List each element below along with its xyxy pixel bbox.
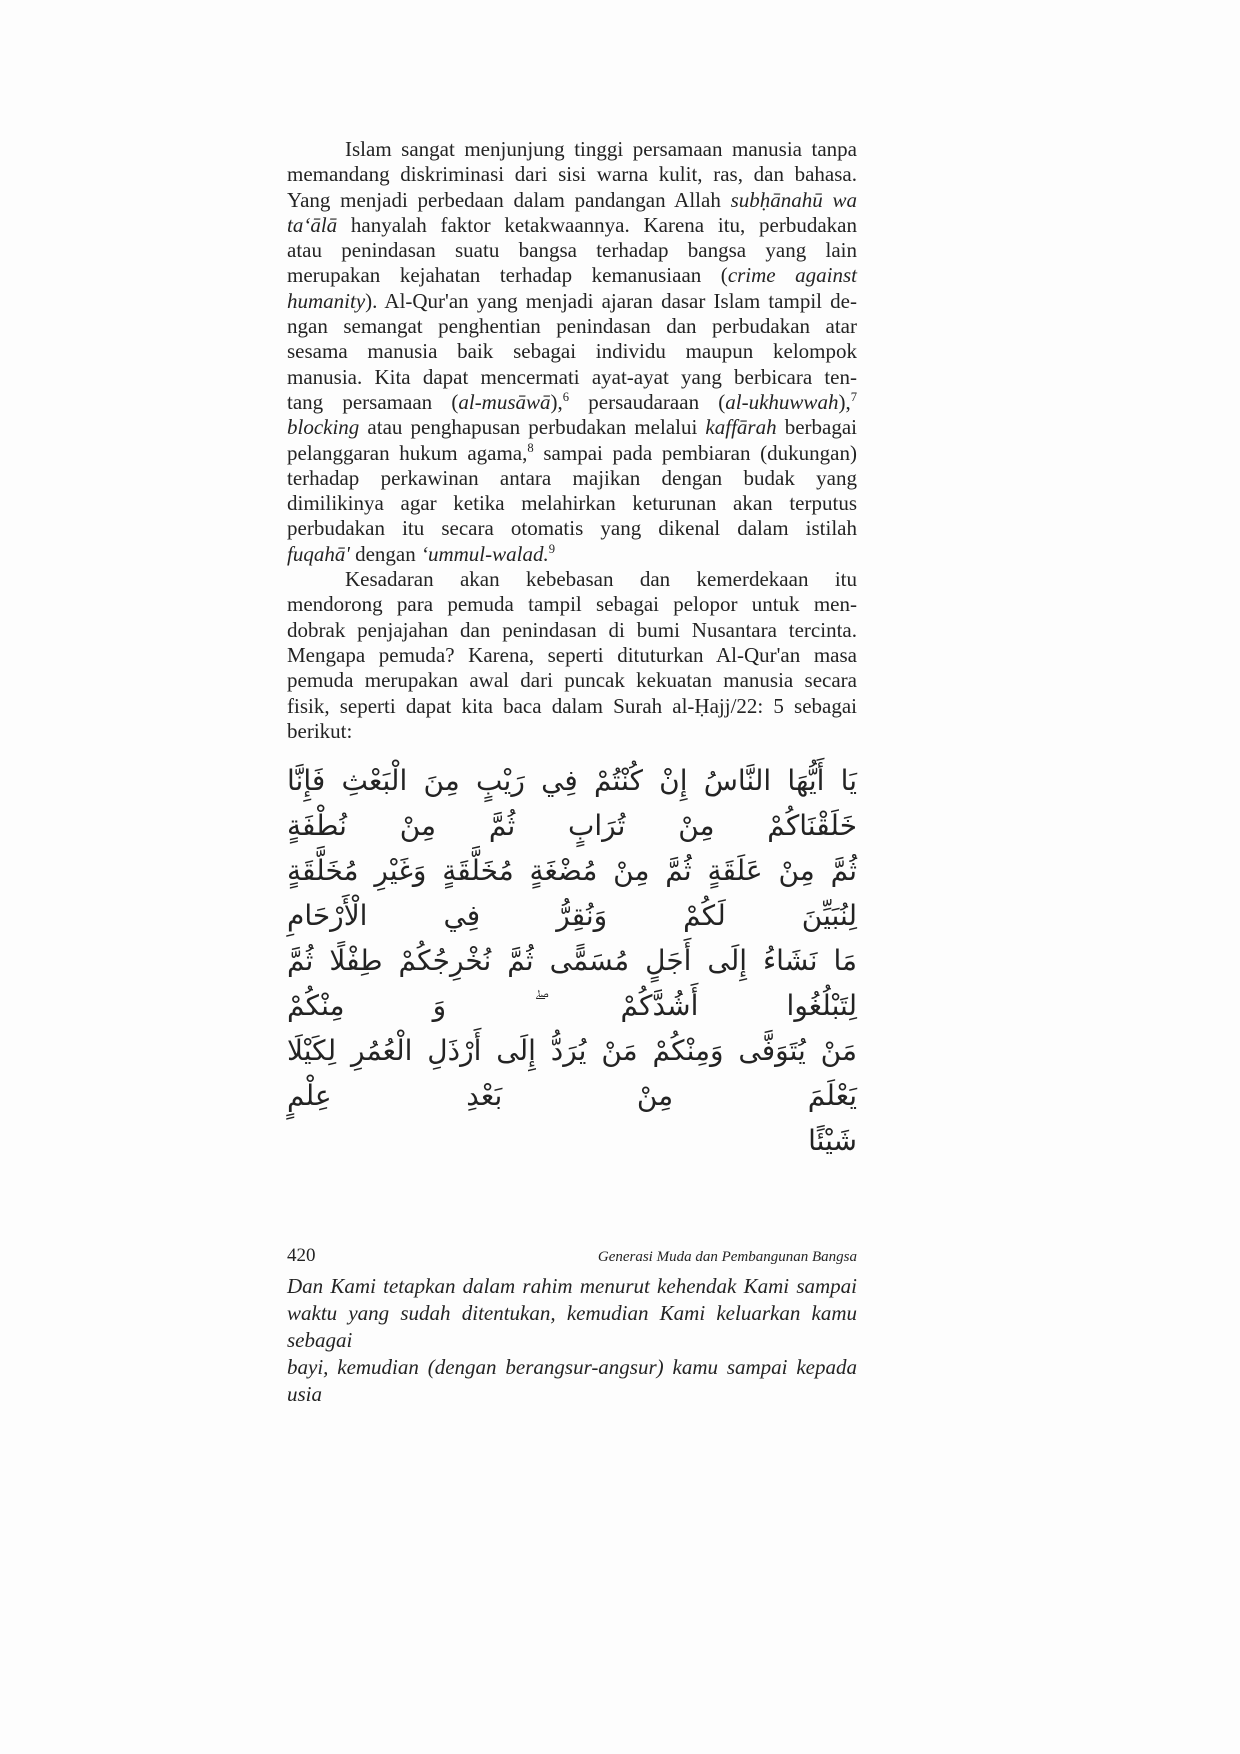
page-footer bbox=[287, 1245, 857, 1267]
text-line: pemuda merupakan awal dari puncak kekuatan manusia secara bbox=[287, 668, 857, 693]
text-line: Dan Kami tetapkan dalam rahim menurut kehendak Kami sampai bbox=[287, 1274, 857, 1299]
verse-translation bbox=[287, 1273, 857, 1408]
text-line: humanity). Al-Qur'an yang menjadi ajaran dasar Islam tampil de- bbox=[287, 288, 857, 313]
text-line: ثُمَّ مِنْ عَلَقَةٍ ثُمَّ مِنْ مُضْغَةٍ مُخَلَّقَةٍ وَغَيْرِ مُخَلَّقَةٍ لِنُبَيِّنَ لَكُمْ وَنُقِرُّ فِي الْأَرْحَامِ bbox=[287, 854, 857, 933]
running-title: Generasi Muda dan Pembangunan Bangsa bbox=[597, 1249, 857, 1265]
text-line: perbudakan itu secara otomatis yang dikenal dalam istilah bbox=[287, 516, 857, 541]
text-line: dobrak penjajahan dan penindasan di bumi Nusantara tercinta. bbox=[287, 617, 857, 642]
text-line: berikut: bbox=[287, 718, 353, 743]
text-line: merupakan kejahatan terhadap kemanusiaan (crime against bbox=[287, 263, 858, 288]
text-line: waktu yang sudah ditentukan, kemudian Kami keluarkan kamu sebagai bbox=[287, 1301, 857, 1353]
text-line: tang persamaan (al-musāwā),$^6$ persaudaraan (al-ukhuwwah),$^7$ bbox=[287, 389, 857, 414]
text-line: memandang diskriminasi dari sisi warna kulit, ras, dan bahasa. bbox=[287, 162, 857, 187]
text-line: يَا أَيُّهَا النَّاسُ إِنْ كُنْتُمْ فِي رَيْبٍ مِنَ الْبَعْثِ فَإِنَّا خَلَقْنَاكُمْ مِنْ تُرَابٍ ثُمَّ مِنْ نُطْفَةٍ bbox=[287, 764, 857, 843]
text-line: مَا نَشَاءُ إِلَى أَجَلٍ مُسَمًّى ثُمَّ نُخْرِجُكُمْ طِفْلًا ثُمَّ لِتَبْلُغُوا أَشُدَّكُمْ ۖ وَ مِنْكُمْ bbox=[287, 944, 857, 1023]
text-line: مَنْ يُتَوَفَّى وَمِنْكُمْ مَنْ يُرَدُّ إِلَى أَرْذَلِ الْعُمُرِ لِكَيْلَا يَعْلَمَ مِنْ بَعْدِ عِلْمٍ bbox=[287, 1034, 857, 1113]
text-line: Islam sangat menjunjung tinggi persamaan manusia tanpa bbox=[345, 137, 857, 161]
text-line: fisik, seperti dapat kita baca dalam Surah al-Ḥajj/22: 5 sebagai bbox=[287, 693, 857, 718]
text-line: ngan semangat penghentian penindasan dan perbudakan atar bbox=[287, 314, 857, 339]
text-line: Kesadaran akan kebebasan dan kemerdekaan itu bbox=[345, 567, 857, 592]
text-line: mendorong para pemuda tampil sebagai pelopor untuk men- bbox=[287, 592, 857, 617]
text-line: pelanggaran hukum agama,$^8$ sampai pada pembiaran (dukungan) bbox=[287, 440, 857, 465]
text-line: Yang menjadi perbedaan dalam pandangan Allah subḥānahū wa bbox=[287, 187, 857, 212]
quran-verse-arabic bbox=[287, 758, 857, 1163]
text-line: fuqahā' dengan ‘ummul-walad.$^9$ bbox=[287, 541, 556, 566]
text-line: dimilikinya agar ketika melahirkan keturunan akan terputus bbox=[287, 491, 857, 516]
text-line: شَيْئًا bbox=[808, 1124, 857, 1158]
paragraph-1 bbox=[287, 137, 857, 567]
text-line: bayi, kemudian (dengan berangsur-angsur) kamu sampai kepada usia bbox=[287, 1355, 857, 1407]
text-block bbox=[287, 137, 857, 1408]
page-number: 420 bbox=[287, 1245, 316, 1266]
text-line: atau penindasan suatu bangsa terhadap bangsa yang lain bbox=[287, 238, 857, 263]
paragraph-2 bbox=[287, 567, 857, 744]
text-line: terhadap perkawinan antara majikan dengan budak yang bbox=[287, 465, 857, 490]
text-line: blocking atau penghapusan perbudakan melalui kaffārah berbagai bbox=[287, 415, 857, 440]
text-line: manusia. Kita dapat mencermati ayat-ayat yang berbicara ten- bbox=[287, 364, 857, 389]
text-line: ta‘ālā hanyalah faktor ketakwaannya. Karena itu, perbudakan bbox=[287, 212, 857, 237]
text-line: sesama manusia baik sebagai individu maupun kelompok bbox=[287, 339, 857, 364]
text-line: Mengapa pemuda? Karena, seperti dituturkan Al-Qur'an masa bbox=[287, 642, 857, 667]
